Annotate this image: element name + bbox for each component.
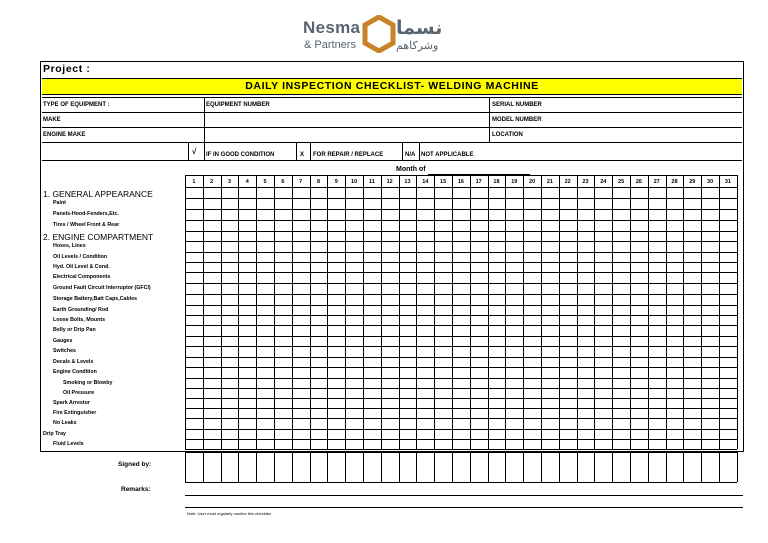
day-column-divider xyxy=(363,175,364,449)
row-divider xyxy=(185,252,737,253)
checklist-item-label: Belly or Drip Pan xyxy=(53,327,96,333)
logo-partners-ar: وشركاهم xyxy=(396,39,439,52)
checklist-item-label: Drip Tray xyxy=(43,431,66,437)
day-number: 10 xyxy=(351,179,358,185)
day-column-divider xyxy=(612,175,613,449)
day-column-divider xyxy=(470,175,471,449)
day-column-divider xyxy=(416,175,417,449)
checklist-item-label: Fluid Levels xyxy=(53,441,84,447)
signature-cell-divider[interactable] xyxy=(310,452,311,482)
row-divider xyxy=(185,198,737,199)
col-divider xyxy=(188,142,189,160)
row-divider xyxy=(185,357,737,358)
day-number: 17 xyxy=(475,179,482,185)
day-number: 9 xyxy=(334,179,338,185)
checklist-item-label: Loose Bolts, Mounts xyxy=(53,317,106,323)
checklist-item-label: Ground Fault Circuit Interruptor (GFCI) xyxy=(53,285,151,291)
row-divider xyxy=(185,283,737,284)
checklist-item-label: Oil Levels / Condition xyxy=(53,254,108,260)
day-column-divider xyxy=(701,175,702,449)
row-divider xyxy=(185,367,737,368)
day-number: 2 xyxy=(210,179,214,185)
day-column-divider xyxy=(381,175,382,449)
remarks-label: Remarks: xyxy=(121,486,151,493)
col-divider xyxy=(204,97,205,142)
check-mark-icon: √ xyxy=(192,147,197,156)
day-number: 24 xyxy=(600,179,607,185)
signature-cell-divider[interactable] xyxy=(666,452,667,482)
checklist-item-label: Electrical Components xyxy=(53,274,111,280)
row-divider xyxy=(185,449,737,450)
day-number: 30 xyxy=(707,179,714,185)
signature-cell-divider[interactable] xyxy=(327,452,328,482)
day-column-divider xyxy=(434,175,435,449)
make-label: MAKE xyxy=(43,117,61,123)
row-divider xyxy=(42,142,742,143)
row-divider xyxy=(42,127,742,128)
day-column-divider xyxy=(292,175,293,449)
signature-cell-divider[interactable] xyxy=(345,452,346,482)
signature-cell-divider[interactable] xyxy=(559,452,560,482)
day-number: 6 xyxy=(281,179,285,185)
day-number: 1 xyxy=(192,179,196,185)
day-column-divider xyxy=(719,175,720,449)
day-column-divider xyxy=(559,175,560,449)
day-number: 8 xyxy=(316,179,321,185)
day-column-divider xyxy=(238,175,239,449)
section-engine-compartment: 2. ENGINE COMPARTMENT xyxy=(43,232,154,242)
row-divider xyxy=(185,378,737,379)
day-number: 27 xyxy=(653,179,660,185)
signature-cell-divider[interactable] xyxy=(399,452,400,482)
day-number: 3 xyxy=(227,179,232,185)
signature-box-bottom xyxy=(185,482,737,483)
signature-cell-divider[interactable] xyxy=(577,452,578,482)
checklist-item-label: Hoses, Lines xyxy=(53,243,86,249)
section-general-appearance: 1. GENERAL APPEARANCE xyxy=(43,189,153,199)
day-number: 15 xyxy=(440,179,447,185)
signature-cell-divider[interactable] xyxy=(648,452,649,482)
signature-cell-divider[interactable] xyxy=(701,452,702,482)
project-label: Project : xyxy=(43,63,91,75)
month-label: Month of xyxy=(396,166,426,173)
day-column-divider xyxy=(185,175,186,449)
day-number: 18 xyxy=(493,179,500,185)
day-column-divider xyxy=(737,175,738,449)
signature-cell-divider[interactable] xyxy=(719,452,720,482)
checklist-item-label: Switches xyxy=(53,348,76,354)
checklist-item-label: Engine Condition xyxy=(53,369,97,375)
checklist-item-label: Spark Arrestor xyxy=(53,400,90,406)
signature-cell-divider[interactable] xyxy=(630,452,631,482)
checklist-item-label: Tires / Wheel Front & Rear xyxy=(53,222,120,228)
row-divider xyxy=(185,294,737,295)
row-divider xyxy=(185,220,737,221)
row-divider xyxy=(185,187,737,188)
signature-cell-divider[interactable] xyxy=(470,452,471,482)
day-column-divider xyxy=(488,175,489,449)
checklist-item-label: Decals & Levels xyxy=(53,359,94,365)
row-divider xyxy=(185,262,737,263)
checklist-sheet xyxy=(40,61,744,452)
form-title: DAILY INSPECTION CHECKLIST- WELDING MACHINE xyxy=(42,78,742,95)
remarks-line[interactable] xyxy=(185,507,743,508)
day-number: 25 xyxy=(618,179,625,185)
row-divider xyxy=(185,408,737,409)
day-column-divider xyxy=(345,175,346,449)
day-number: 11 xyxy=(368,179,375,185)
day-column-divider xyxy=(203,175,204,449)
day-number: 5 xyxy=(263,179,267,185)
day-column-divider xyxy=(310,175,311,449)
signature-cell-divider[interactable] xyxy=(452,452,453,482)
row-divider xyxy=(185,398,737,399)
day-column-divider xyxy=(648,175,649,449)
signature-cell-divider[interactable] xyxy=(274,452,275,482)
legend-na-symbol: N/A xyxy=(405,152,416,158)
signature-cell-divider[interactable] xyxy=(238,452,239,482)
legend-x-symbol: X xyxy=(300,152,305,158)
day-column-divider xyxy=(683,175,684,449)
row-divider xyxy=(42,112,742,113)
row-divider xyxy=(185,175,737,176)
day-number: 26 xyxy=(635,179,642,185)
day-number: 20 xyxy=(529,179,536,185)
equipment-number-label: EQUIPMENT NUMBER xyxy=(206,102,270,108)
day-column-divider xyxy=(274,175,275,449)
logo-name-en: Nesma xyxy=(303,18,361,37)
signature-cell-divider[interactable] xyxy=(488,452,489,482)
row-divider xyxy=(42,97,742,98)
row-divider xyxy=(185,388,737,389)
signature-cell-divider[interactable] xyxy=(292,452,293,482)
row-divider xyxy=(185,305,737,306)
row-divider xyxy=(185,346,737,347)
signature-cell-divider[interactable] xyxy=(363,452,364,482)
day-column-divider xyxy=(594,175,595,449)
day-column-divider xyxy=(577,175,578,449)
signature-cell-divider[interactable] xyxy=(185,452,186,482)
signature-cell-divider[interactable] xyxy=(434,452,435,482)
row-divider xyxy=(185,209,737,210)
day-column-divider xyxy=(505,175,506,449)
signature-cell-divider[interactable] xyxy=(256,452,257,482)
col-divider xyxy=(296,142,297,160)
remarks-line[interactable] xyxy=(185,495,743,496)
type-of-equipment-label: TYPE OF EQUIPMENT : xyxy=(43,102,110,108)
checklist-item-label: Earth Grounding/ Rod xyxy=(53,307,109,313)
col-divider xyxy=(310,142,311,160)
day-number: 19 xyxy=(511,179,518,185)
row-divider xyxy=(185,231,737,232)
day-column-divider xyxy=(452,175,453,449)
legend-good-text: IF IN GOOD CONDITION xyxy=(206,152,275,158)
day-number: 29 xyxy=(689,179,696,185)
signature-cell-divider[interactable] xyxy=(594,452,595,482)
row-divider xyxy=(185,418,737,419)
signature-cell-divider[interactable] xyxy=(505,452,506,482)
checklist-item-label: Panels-Hood-Fenders,Etc. xyxy=(53,211,119,217)
row-divider xyxy=(185,325,737,326)
day-column-divider xyxy=(221,175,222,449)
legend-na-text: NOT APPLICABLE xyxy=(421,152,474,158)
checklist-item-label: Oil Pressure xyxy=(63,390,95,396)
signature-cell-divider[interactable] xyxy=(541,452,542,482)
footer-note: Note: User must regularly monitor this checklist. xyxy=(187,511,272,516)
day-number: 21 xyxy=(546,179,553,185)
day-column-divider xyxy=(630,175,631,449)
day-number: 28 xyxy=(671,179,678,185)
day-number: 16 xyxy=(457,179,464,185)
checklist-item-label: Storage Battery,Batt Caps,Cables xyxy=(53,296,138,302)
signature-cell-divider[interactable] xyxy=(416,452,417,482)
logo-partners-en: & Partners xyxy=(304,39,356,51)
signature-cell-divider[interactable] xyxy=(683,452,684,482)
row-divider xyxy=(185,439,737,440)
col-divider xyxy=(419,142,420,160)
day-number: 22 xyxy=(564,179,571,185)
row-divider xyxy=(185,272,737,273)
day-column-divider xyxy=(523,175,524,449)
day-number: 4 xyxy=(245,179,249,185)
day-column-divider xyxy=(541,175,542,449)
row-divider xyxy=(42,160,742,161)
signature-cell-divider[interactable] xyxy=(523,452,524,482)
serial-number-label: SERIAL NUMBER xyxy=(492,102,542,108)
day-column-divider xyxy=(256,175,257,449)
checklist-item-label: Fire Extinguisher xyxy=(53,410,97,416)
checklist-item-label: Smoking or Blowby xyxy=(63,380,113,386)
company-logo xyxy=(300,14,470,58)
model-number-label: MODEL NUMBER xyxy=(492,117,542,123)
checklist-item-label: Paint xyxy=(53,200,66,206)
location-label: LOCATION xyxy=(492,132,523,138)
signature-cell-divider[interactable] xyxy=(203,452,204,482)
legend-repair-text: FOR REPAIR / REPLACE xyxy=(313,152,384,158)
engine-make-label: ENGINE MAKE xyxy=(43,132,86,138)
row-divider xyxy=(185,429,737,430)
col-divider xyxy=(402,142,403,160)
checklist-item-label: Hyd. Oil Level & Cond. xyxy=(53,264,110,270)
day-number: 23 xyxy=(582,179,589,185)
day-column-divider xyxy=(327,175,328,449)
signature-box-top xyxy=(185,452,737,453)
day-number: 14 xyxy=(422,179,429,185)
logo-name-ar: نسما xyxy=(396,17,443,39)
checklist-item-label: Gauges xyxy=(53,338,73,344)
signature-cell-divider[interactable] xyxy=(381,452,382,482)
signature-cell-divider[interactable] xyxy=(737,452,738,482)
day-column-divider xyxy=(399,175,400,449)
signature-cell-divider[interactable] xyxy=(221,452,222,482)
day-number: 12 xyxy=(386,179,393,185)
day-column-divider xyxy=(666,175,667,449)
row-divider xyxy=(185,315,737,316)
signature-cell-divider[interactable] xyxy=(612,452,613,482)
col-divider xyxy=(489,97,490,142)
signed-by-label: Signed by: xyxy=(118,461,152,468)
col-divider xyxy=(204,142,205,160)
checklist-item-label: No Leaks xyxy=(53,420,77,426)
day-number: 13 xyxy=(404,179,411,185)
hexagon-logo-icon xyxy=(362,15,396,53)
day-number: 31 xyxy=(724,179,731,185)
row-divider xyxy=(185,336,737,337)
row-divider xyxy=(185,241,737,242)
day-number: 7 xyxy=(299,179,303,185)
